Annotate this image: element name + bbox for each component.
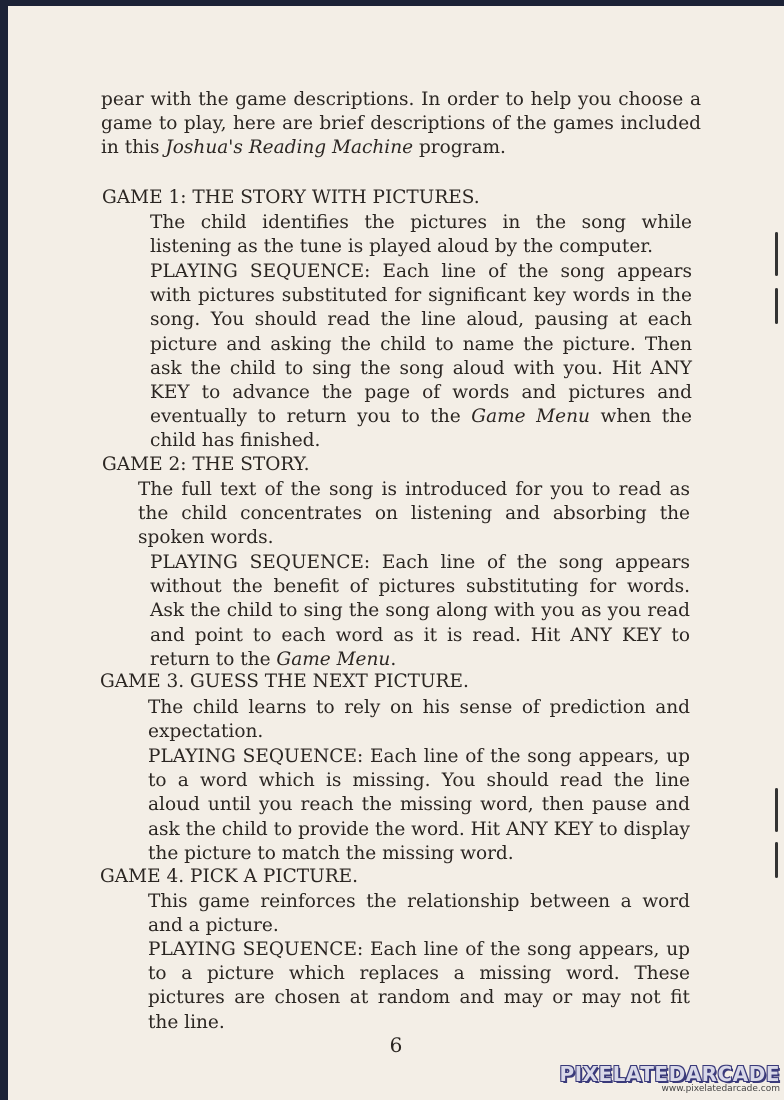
game-4-heading: GAME 4. PICK A PICTURE.	[100, 866, 359, 887]
intro-paragraph	[101, 88, 701, 161]
game-2-heading: GAME 2: THE STORY.	[102, 454, 310, 475]
game-1-description: The child identifies the pictures in the song while listening as the tune is played aloud by the computer.	[150, 212, 692, 258]
game-1-sequence-end: when the child has finished.	[150, 406, 692, 452]
binding-staple	[775, 288, 778, 324]
game-2-menu-ref: Game Menu	[276, 648, 391, 670]
game-1-sequence-text: PLAYING SEQUENCE: Each line of the song appears with pictures substituted for significant key words in the song. You should read the line aloud, pausing at each picture and asking the child to name the picture. Then ask the child to sing the song aloud with you. Hit ANY KEY to advance the page of words and pictures and eventually to return you to the	[150, 261, 692, 428]
page-number: 6	[389, 1033, 403, 1057]
game-4-sequence: PLAYING SEQUENCE: Each line of the song appears, up to a picture which replaces a missing word. These pictures are chosen at random and may or may not fit the line.	[148, 939, 690, 1033]
game-4-description: This game reinforces the relationship between a word and a picture.	[148, 891, 690, 937]
game-2-description: The full text of the song is introduced for you to read as the child concentrates on listening and absorbing the spoken words.	[138, 479, 690, 549]
game-2-sequence-text: PLAYING SEQUENCE: Each line of the song appears without the benefit of pictures substituting for words. Ask the child to sing the song along with you as you read and point to each word as it is read. Hit ANY KEY to return to the	[150, 552, 690, 670]
watermark-url: www.pixelatedarcade.com	[661, 1084, 780, 1094]
game-1-heading: GAME 1: THE STORY WITH PICTURES.	[102, 187, 480, 208]
binding-staple	[775, 842, 778, 878]
intro-line-2: game to play, here are brief descriptions of the games included	[101, 113, 701, 135]
intro-line-1: pear with the game descriptions. In order to help you choose a	[101, 89, 701, 110]
watermark	[559, 1062, 780, 1094]
game-2-sequence	[150, 551, 690, 672]
game-2-sequence-end: .	[390, 648, 397, 670]
game-3-heading: GAME 3. GUESS THE NEXT PICTURE.	[100, 671, 469, 692]
binding-staple	[775, 232, 778, 276]
watermark-logo: PIXELATEDARCADE	[559, 1062, 780, 1086]
manual-page	[8, 6, 784, 1100]
program-title: Joshua's Reading Machine	[165, 137, 414, 159]
intro-line-3-prefix: in this	[101, 137, 166, 159]
game-1-sequence	[150, 260, 692, 454]
binding-staple	[775, 788, 778, 832]
game-3-sequence: PLAYING SEQUENCE: Each line of the song appears, up to a word which is missing. You should read the line aloud until you reach the missing word, then pause and ask the child to provide the word. Hit ANY KEY to display the picture to match the missing word.	[148, 746, 690, 864]
game-3-description: The child learns to rely on his sense of prediction and expectation.	[148, 697, 690, 743]
intro-line-3-suffix: program.	[413, 137, 506, 159]
game-1-menu-ref: Game Menu	[471, 406, 590, 428]
